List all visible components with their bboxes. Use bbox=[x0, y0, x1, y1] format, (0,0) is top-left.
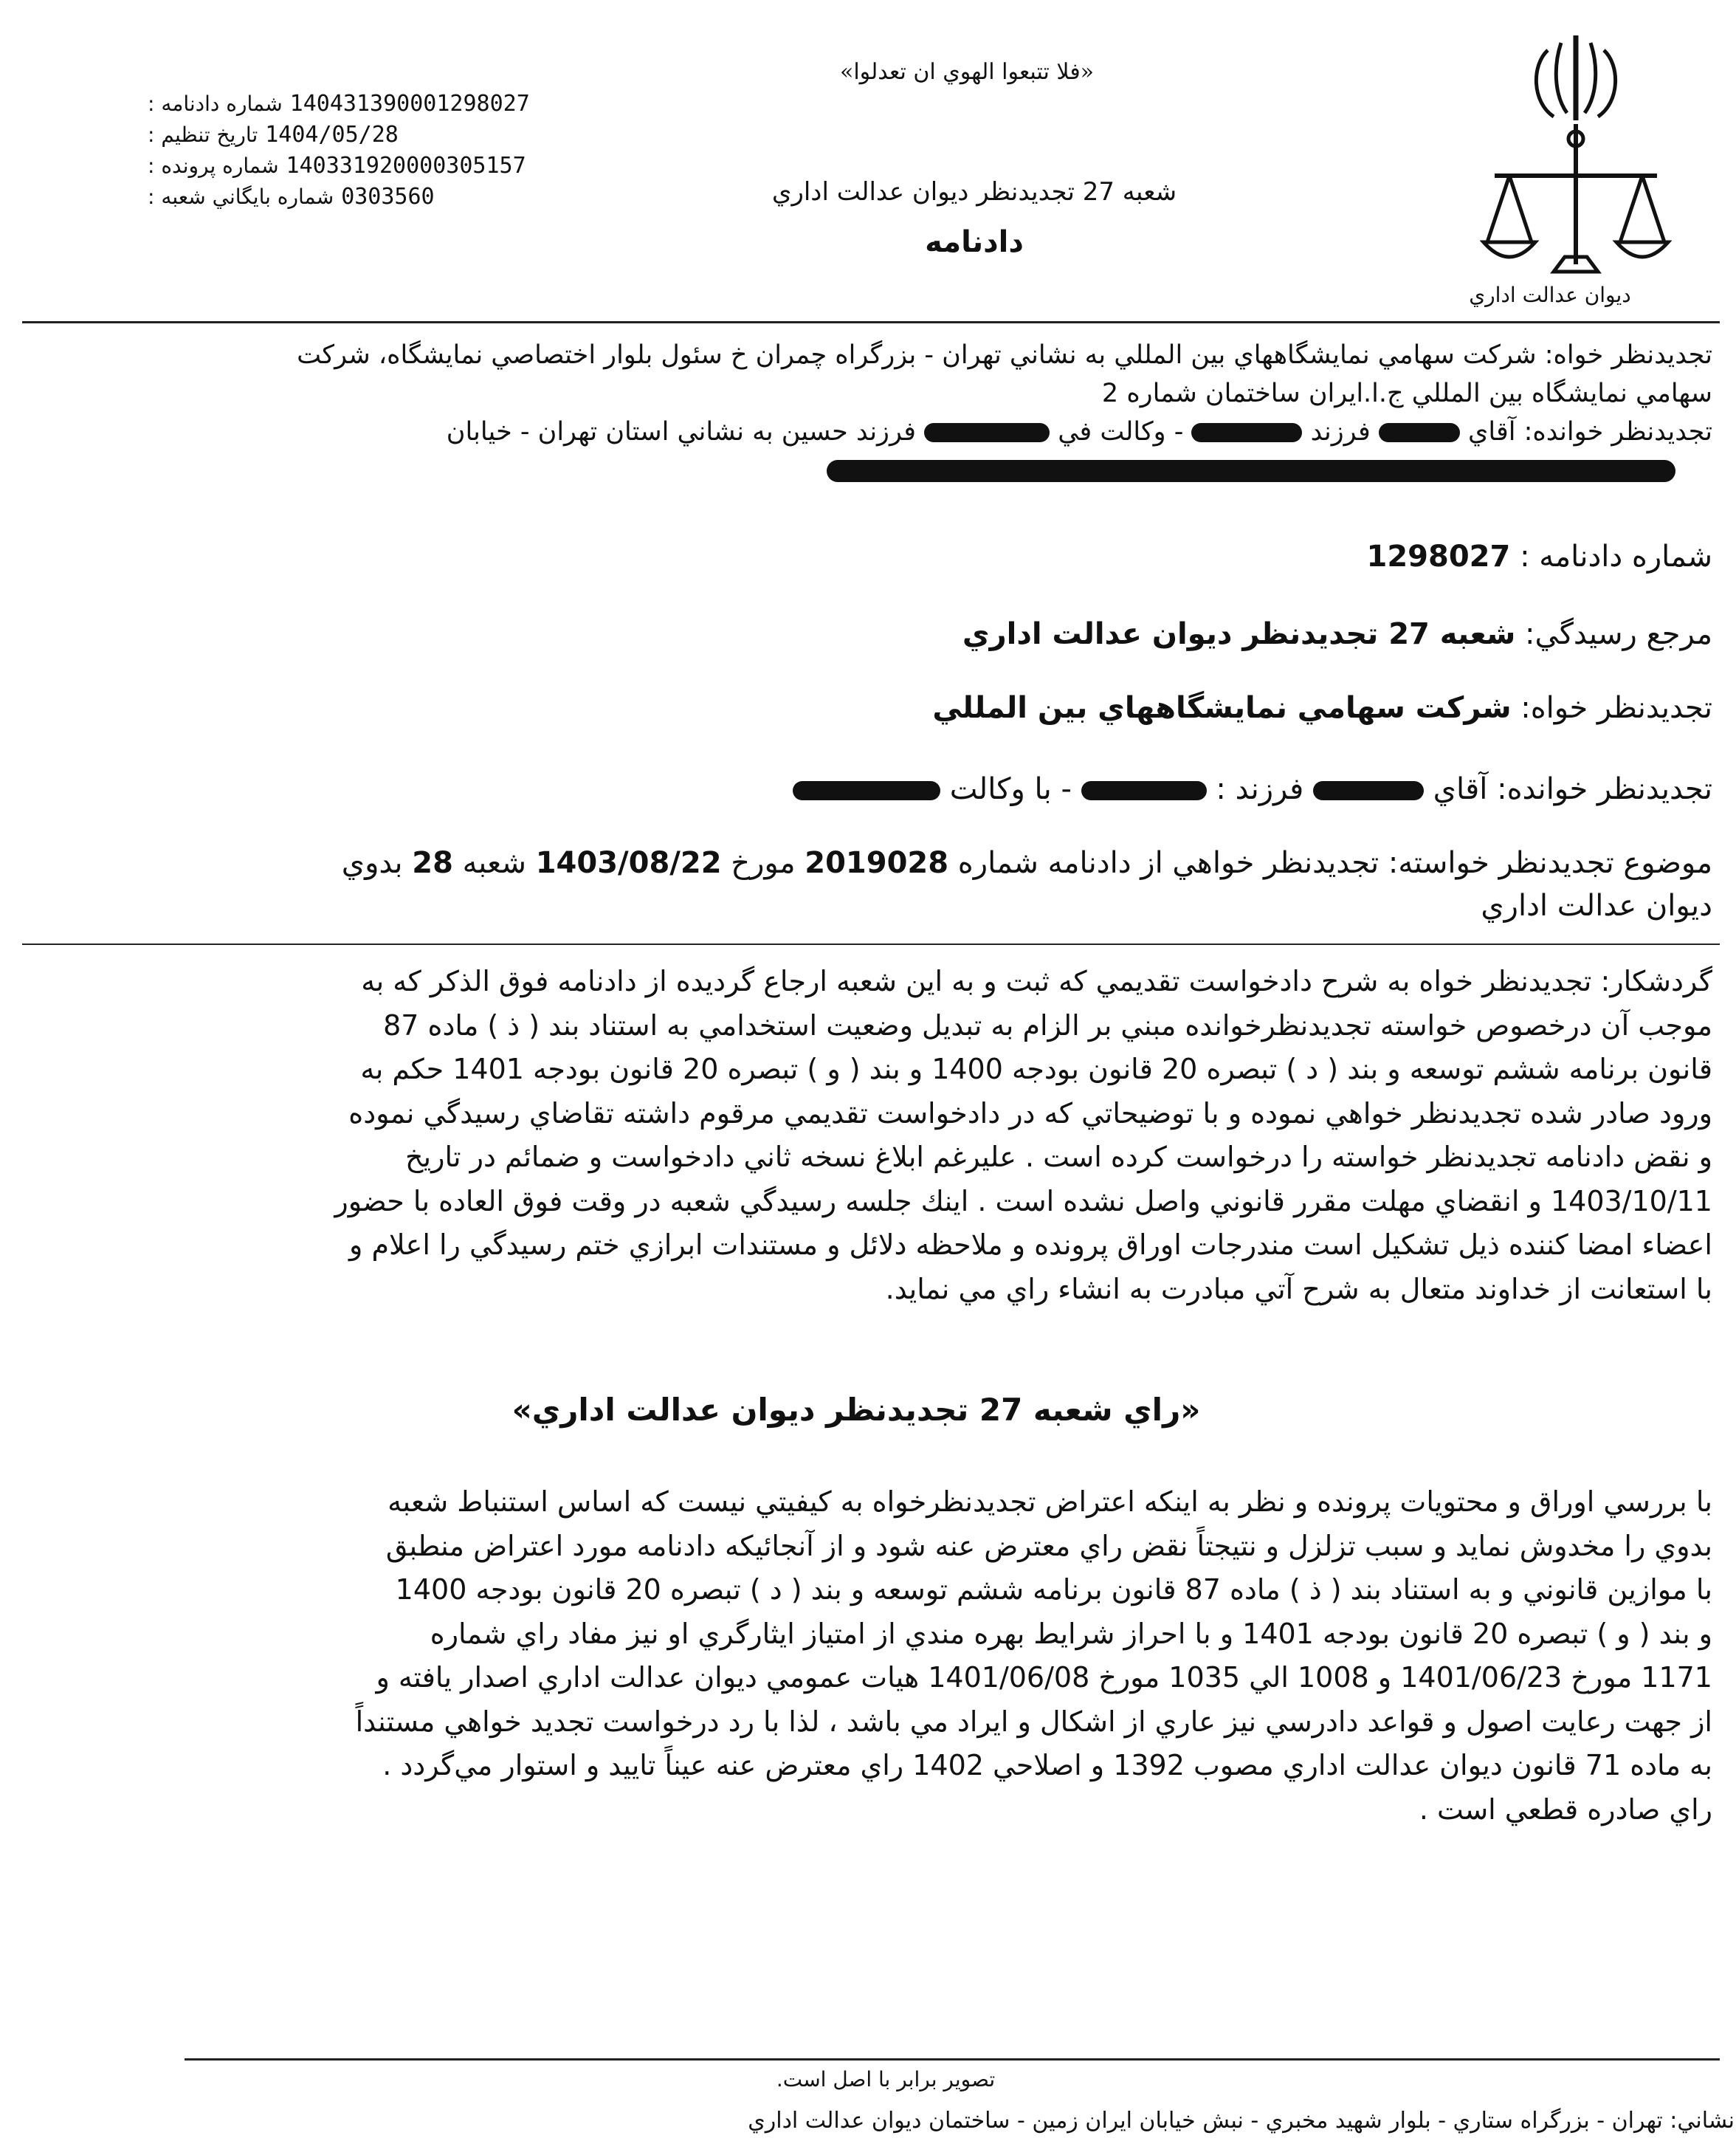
redaction bbox=[1081, 781, 1207, 800]
redaction bbox=[827, 460, 1675, 482]
certified-copy-note: تصوير برابر با اصل است. bbox=[776, 2067, 996, 2092]
redaction bbox=[1379, 423, 1460, 442]
redaction bbox=[793, 781, 940, 800]
footer-divider bbox=[185, 2058, 1720, 2061]
redaction bbox=[1313, 781, 1424, 800]
header-divider bbox=[22, 321, 1720, 323]
footer-address: نشاني: تهران - بزرگراه ستاري - بلوار شهيد مخبري - نبش خيابان ايران زمين - ساختمان ديوان عدالت اداري bbox=[748, 2108, 1735, 2134]
verdict-meta bbox=[148, 89, 605, 213]
reviewer-line: مرجع رسيدگي: شعبه 27 تجديدنظر ديوان عدالت اداري bbox=[962, 617, 1712, 651]
verdict-number-line: شماره دادنامه : 1298027 bbox=[1366, 540, 1712, 574]
respondent-line: تجديدنظر خوانده: آقاي فرزند - وكالت في فرزند حسين به نشاني استان تهران - خيابان bbox=[446, 417, 1712, 447]
scales-of-justice-emblem-icon bbox=[1480, 21, 1672, 316]
appellant-line-1: تجديدنظر خواه: شركت سهامي نمايشگاههاي بين المللي به نشاني تهران - بزرگراه چمران خ سئول بلوار اختصاصي نمايشگاه، شركت bbox=[297, 340, 1712, 370]
parties-block bbox=[30, 336, 1712, 489]
subject-line: موضوع تجديدنظر خواسته: تجديدنظر خواهي از دادنامه شماره 2019028 مورخ 1403/08/22 شعبه 28 بدوي ديوان عدالت اداري bbox=[341, 846, 1712, 923]
meta-case-number: شماره پرونده : 140331920000305157 bbox=[148, 153, 526, 179]
branch-title: شعبه 27 تجديدنظر ديوان عدالت اداري bbox=[771, 177, 1177, 207]
ruling-body: با بررسي اوراق و محتويات پرونده و نظر به اينكه اعتراض تجديدنظرخواه به كيفيتي نيست كه اساس استنباط شعبه بدوي را مخدوش نمايد و سبب تزلزل و نتيجتاً نقض راي معترض عنه شود و از آنجائيكه دادنامه مورد اعتراض منطبق با موازين قانوني و به استناد بند ( ذ ) ماده 87 قانون برنامه ششم توسعه و بند ( د ) تبصره 20 قانون بودجه 1400 و بند ( و ) تبصره 20 قانون بودجه 1401 و با احراز شرايط بهره مندي از امتياز ايثارگري او نيز مفاد راي شماره 1171 مورخ 1401/06/23 و 1008 الي 1035 مورخ 1401/06/08 هيات عمومي ديوان عدالت اداري اصدار يافته و از جهت رعايت اصول و قواعد دادرسي نيز عاري از اشكال و ايراد مي باشد ، لذا با رد درخواست تجديد خواهي مستنداً به ماده 71 قانون ديوان عدالت اداري مصوب 1392 و اصلاحي 1402 راي معترض عنه عيناً تاييد و استوار مي‌گردد . راي صادره قطعي است . bbox=[355, 1485, 1712, 1826]
meta-archive-number: شماره بايگاني شعبه : 0303560 bbox=[148, 184, 435, 210]
respondent-address-line bbox=[30, 451, 1712, 489]
document-title: دادنامه bbox=[925, 225, 1024, 259]
ruling-title: «راي شعبه 27 تجديدنظر ديوان عدالت اداري» bbox=[512, 1392, 1201, 1428]
respondent-summary-line: تجديدنظر خوانده: آقاي فرزند : - با وكالت bbox=[30, 768, 1712, 811]
court-caption: ديوان عدالت اداري bbox=[1469, 283, 1631, 307]
section-divider bbox=[22, 944, 1720, 945]
meta-issue-date: تاريخ تنظيم : 1404/05/28 bbox=[148, 122, 399, 148]
appellant-line-2: سهامي نمايشگاه بين المللي ج.ا.ايران ساختمان شماره 2 bbox=[1101, 379, 1712, 408]
redaction bbox=[1191, 423, 1302, 442]
meta-verdict-number: شماره دادنامه : 140431390001298027 bbox=[148, 91, 530, 117]
appellant-line: تجديدنظر خواه: شركت سهامي نمايشگاههاي بين المللي bbox=[932, 691, 1712, 725]
case-report: گردشكار: تجديدنظر خواه به شرح دادخواست تقديمي كه ثبت و به اين شعبه ارجاع گرديده از دادنامه فوق الذكر كه به موجب آن درخصوص خواسته تجديدنظرخوانده مبني بر الزام به تبديل وضعيت استخدامي به استناد بند ( ذ ) ماده 87 قانون برنامه ششم توسعه و بند ( د ) تبصره 20 قانون بودجه 1400 و بند ( و ) تبصره 20 قانون بودجه 1401 حكم به ورود صادر شده تجديدنظر خواهي نموده و با توضيحاتي كه در دادخواست تقديمي مرقوم داشته تقاضاي رسيدگي نموده و نقض دادنامه تجديدنظر خواسته را درخواست كرده است . عليرغم ابلاغ نسخه ثاني دادخواست و ضمائم در تاريخ 1403/10/11 و انقضاي مهلت مقرر قانوني واصل نشده است . اينك جلسه رسيدگي شعبه در وقت فوق العاده با حضور اعضاء امضا كننده ذيل تشكيل است مندرجات اوراق پرونده و ملاحظه دلائل و مستندات ابرازي ختم رسيدگي را اعلام و با استعانت از خداوند متعال به شرح آتي مبادرت به انشاء راي مي نمايد. bbox=[334, 965, 1712, 1305]
motto: «فلا تتبعوا الهوي ان تعدلوا» bbox=[839, 59, 1095, 85]
redaction bbox=[924, 423, 1050, 442]
